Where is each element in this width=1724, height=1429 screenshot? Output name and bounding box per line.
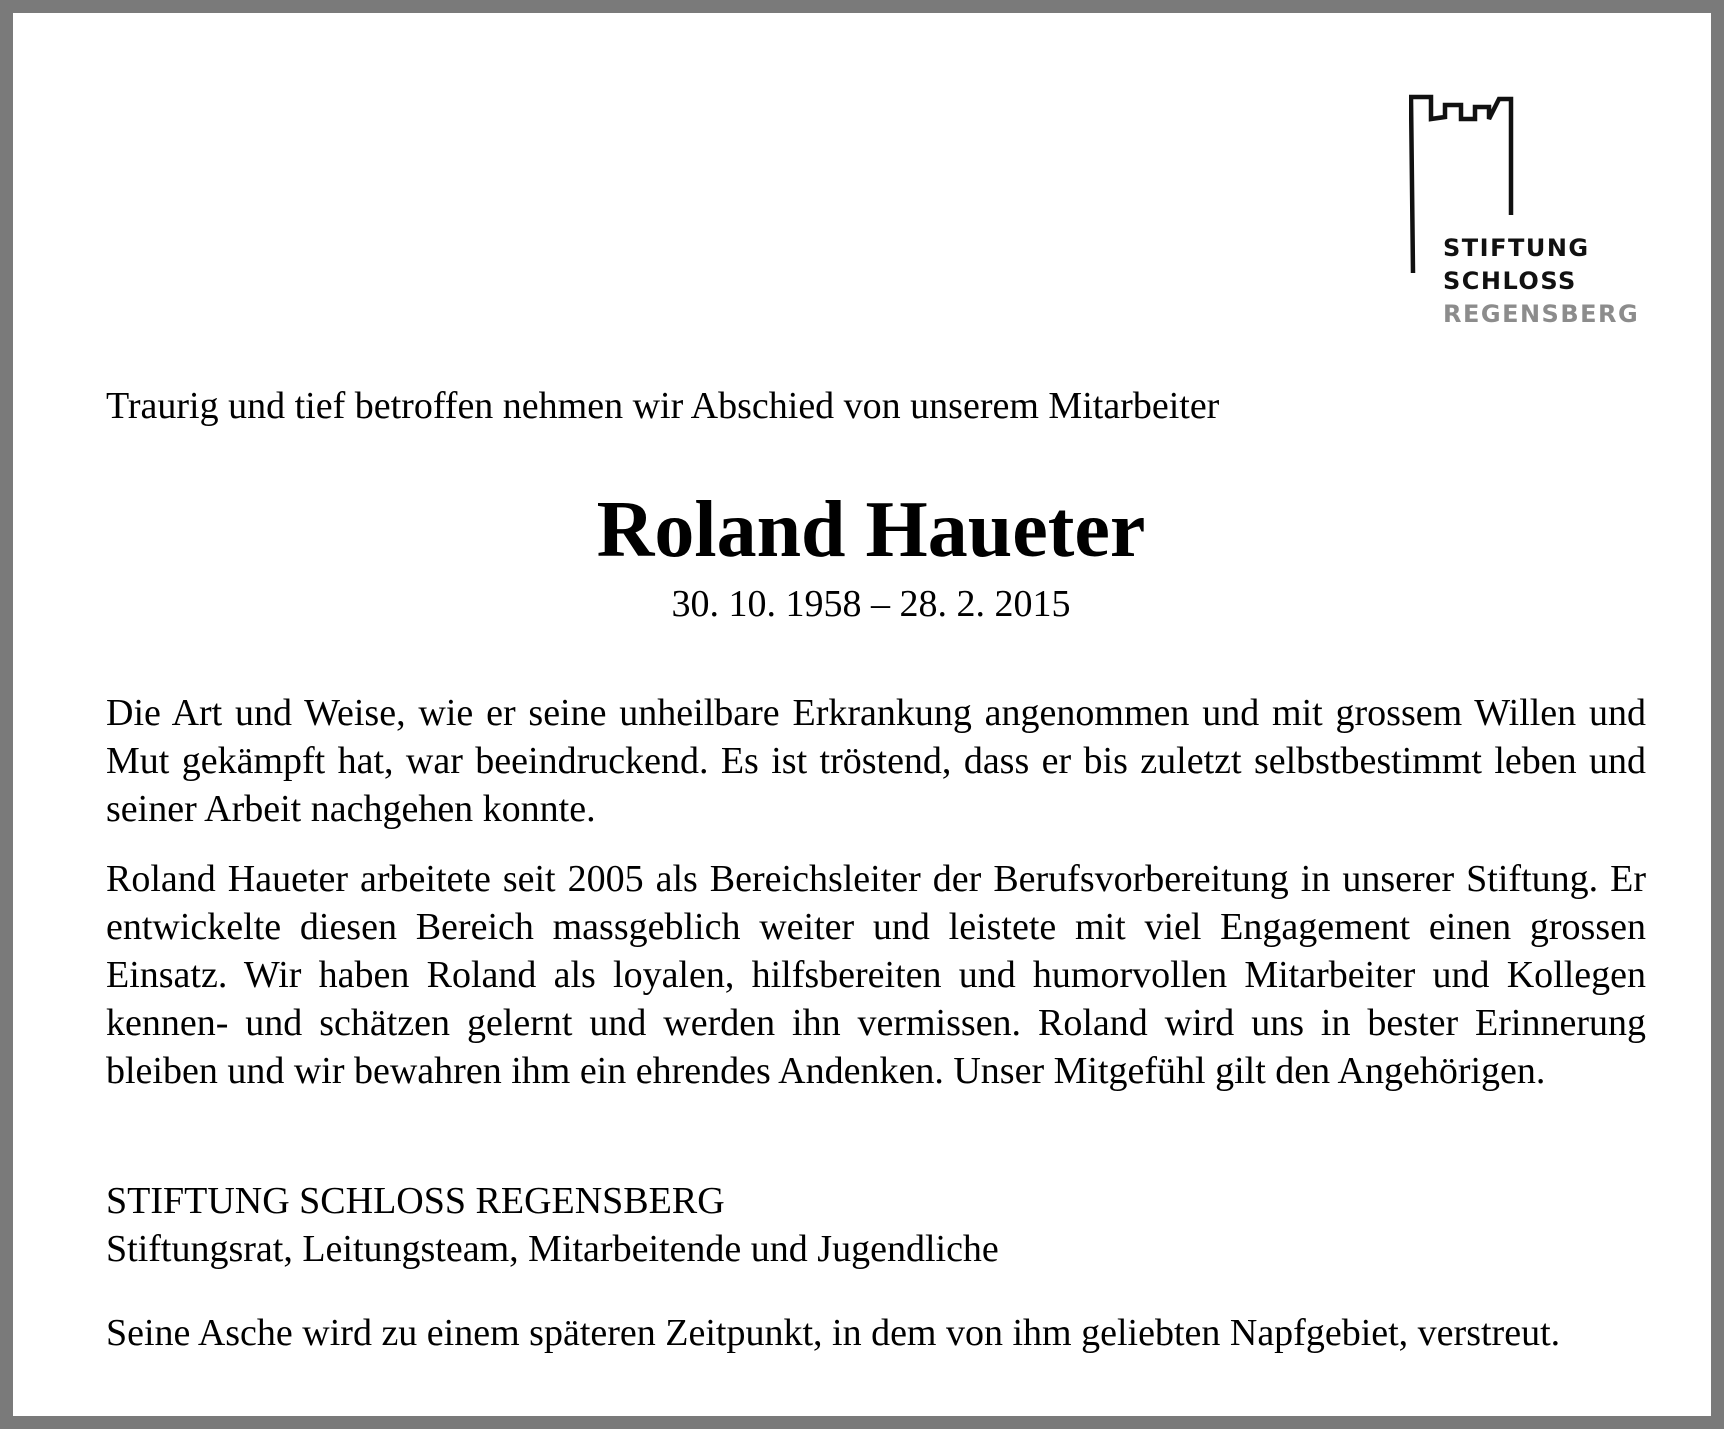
organization-signature: STIFTUNG SCHLOSS REGENSBERG (106, 1180, 725, 1222)
intro-text: Traurig und tief betroffen nehmen wir Abschied von unserem Mitarbeiter (106, 385, 1220, 427)
paragraph-career: Roland Haueter arbeitete seit 2005 als Bereichsleiter der Berufsvorbereitung in unserer Stiftung. Er entwickelte diesen Bereich massgeblich weiter und leistete mit viel Engagement einen grossen Einsatz. Wir haben Roland als loyalen, hilfsbereiten und humorvollen Mitarbeiter und Kollegen kennen- und schätzen gelernt und werden ihn vermissen. Roland wird uns in bester Erinnerung bleiben und wir bewahren ihm ein ehrendes Andenken. Unser Mitgefühl gilt den Angehörigen. (106, 858, 1646, 1092)
logo-text-line1: STIFTUNG (1443, 234, 1590, 262)
logo-text-line3: REGENSBERG (1443, 300, 1640, 328)
stiftung-logo (1409, 93, 1649, 333)
deceased-name: Roland Haueter (596, 486, 1146, 574)
paragraph-illness: Die Art und Weise, wie er seine unheilbare Erkrankung angenommen und mit grossem Willen und Mut gekämpft hat, war beeindruckend. Es ist tröstend, dass er bis zuletzt selbstbestimmt leben und seiner Arbeit nachgehen konnte. (106, 692, 1646, 830)
life-dates: 30. 10. 1958 – 28. 2. 2015 (671, 583, 1071, 625)
closing-note: Seine Asche wird zu einem späteren Zeitpunkt, in dem von ihm geliebten Napfgebiet, verstreut. (106, 1312, 1561, 1354)
logo-text-line2: SCHLOSS (1443, 267, 1577, 295)
signature-groups: Stiftungsrat, Leitungsteam, Mitarbeitende und Jugendliche (106, 1228, 999, 1270)
